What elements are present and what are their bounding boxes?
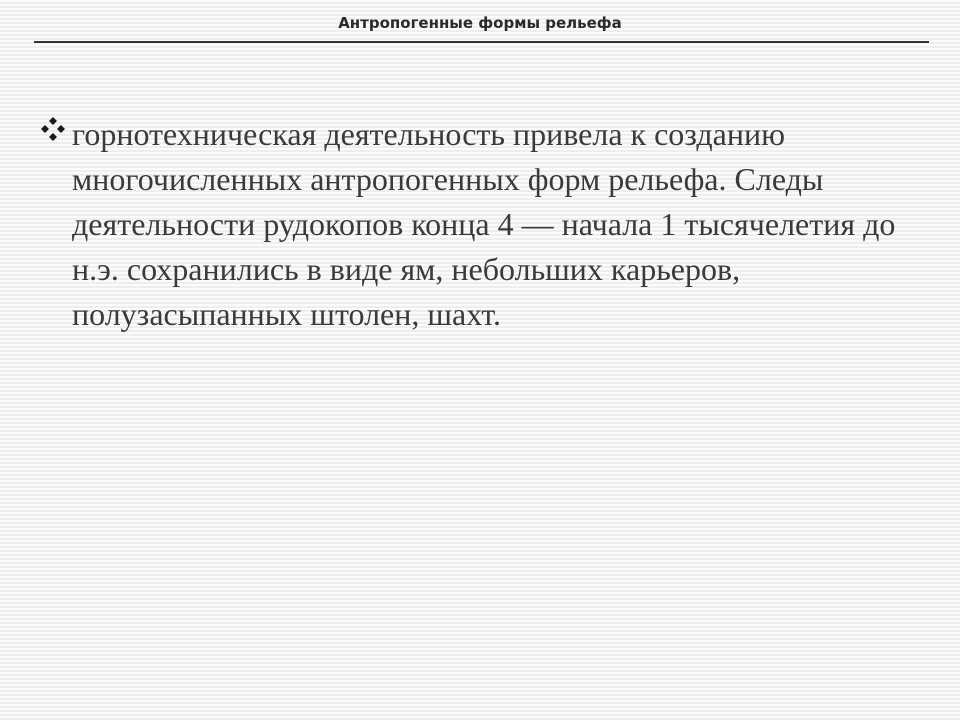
title-divider	[34, 41, 929, 43]
bullet-text: горнотехническая деятельность привела к созданию многочисленных антропогенных форм рельефа. Следы деятельности рудокопов конца 4 — начала 1 тысячелетия до н.э. сохранились в виде ям, небольших карьеров, полузасыпанных штолен, шахт.	[72, 116, 896, 332]
diamond-quad-icon	[40, 116, 66, 142]
slide-title: Антропогенные формы рельефа	[338, 14, 622, 32]
bullet-item	[40, 112, 920, 337]
